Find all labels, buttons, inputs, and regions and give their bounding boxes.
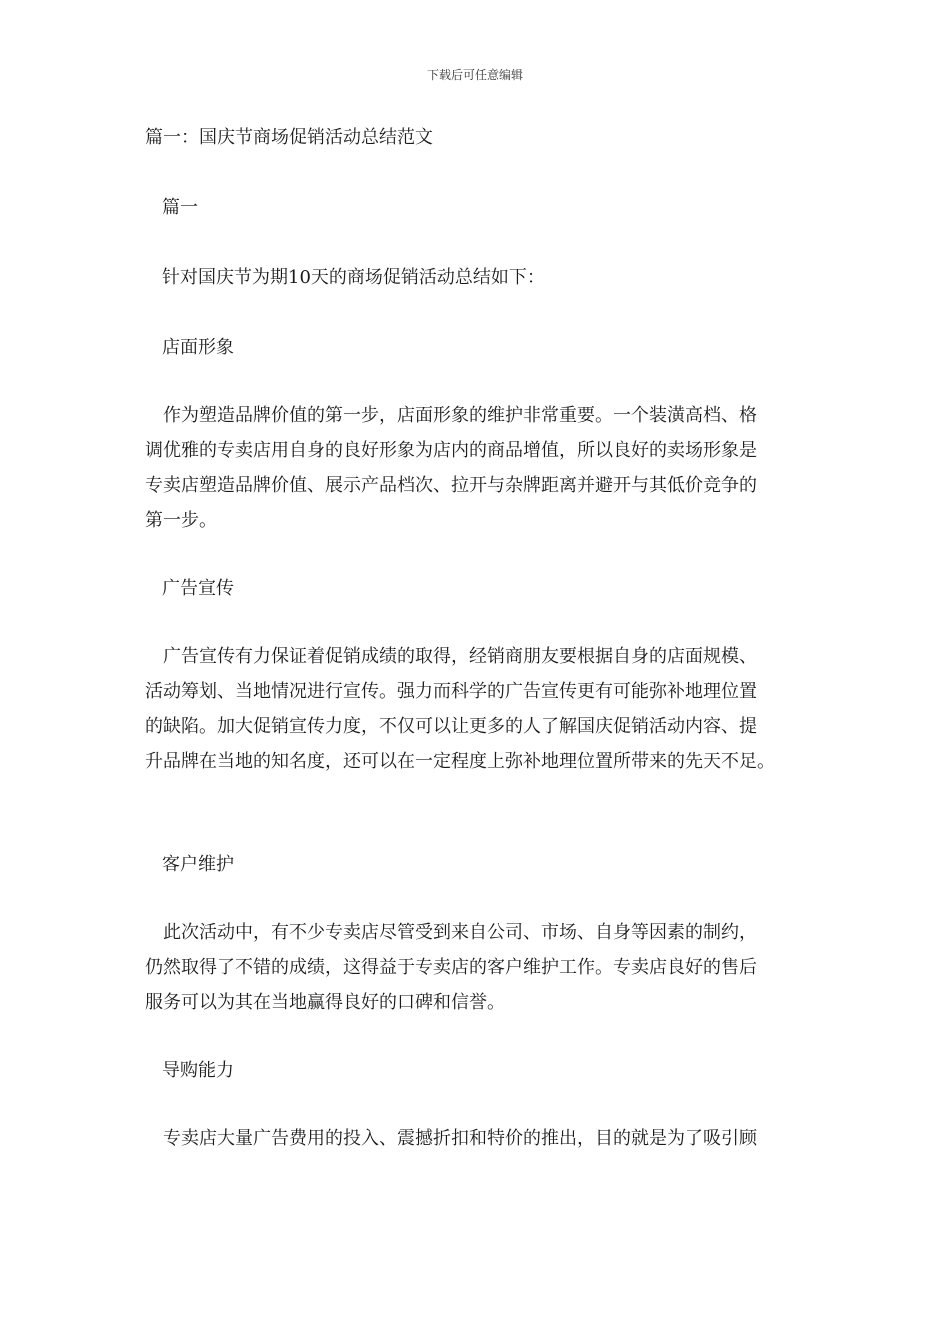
section-paragraph-customer	[145, 915, 825, 1020]
section-heading-sales-guide: 导购能力	[162, 1060, 234, 1081]
section-heading-advertising: 广告宣传	[162, 578, 234, 599]
paragraph-line: 作为塑造品牌价值的第一步，店面形象的维护非常重要。一个装潢高档、格	[163, 405, 757, 426]
paragraph-line: 升品牌在当地的知名度，还可以在一定程度上弥补地理位置所带来的先天不足。	[145, 751, 775, 772]
paragraph-line: 广告宣传有力保证着促销成绩的取得，经销商朋友要根据自身的店面规模、	[163, 646, 757, 667]
section-paragraph-storefront	[145, 398, 825, 538]
paragraph-line: 活动筹划、当地情况进行宣传。强力而科学的广告宣传更有可能弥补地理位置	[145, 681, 757, 702]
paragraph-line: 的缺陷。加大促销宣传力度，不仅可以让更多的人了解国庆促销活动内容、提	[145, 716, 757, 737]
paragraph-line: 服务可以为其在当地赢得良好的口碑和信誉。	[145, 992, 505, 1013]
paragraph-line: 专卖店塑造品牌价值、展示产品档次、拉开与杂牌距离并避开与其低价竞争的	[145, 475, 757, 496]
section-label: 篇一	[162, 197, 198, 218]
section-paragraph-sales-guide	[145, 1121, 825, 1156]
document-title: 篇一：国庆节商场促销活动总结范文	[145, 127, 433, 148]
paragraph-line: 第一步。	[145, 510, 217, 531]
paragraph-line: 此次活动中，有不少专卖店尽管受到来自公司、市场、自身等因素的制约，	[163, 922, 757, 943]
section-paragraph-advertising	[145, 639, 825, 779]
section-heading-customer: 客户维护	[162, 854, 234, 875]
document-body	[145, 124, 825, 1156]
paragraph-line: 调优雅的专卖店用自身的良好形象为店内的商品增值，所以良好的卖场形象是	[145, 440, 757, 461]
intro-paragraph: 针对国庆节为期10天的商场促销活动总结如下：	[162, 267, 545, 288]
paragraph-line: 仍然取得了不错的成绩，这得益于专卖店的客户维护工作。专卖店良好的售后	[145, 957, 757, 978]
section-heading-storefront: 店面形象	[162, 337, 234, 358]
page-header-note: 下载后可任意编辑	[426, 68, 523, 82]
paragraph-line: 专卖店大量广告费用的投入、震撼折扣和特价的推出，目的就是为了吸引顾	[163, 1128, 757, 1149]
